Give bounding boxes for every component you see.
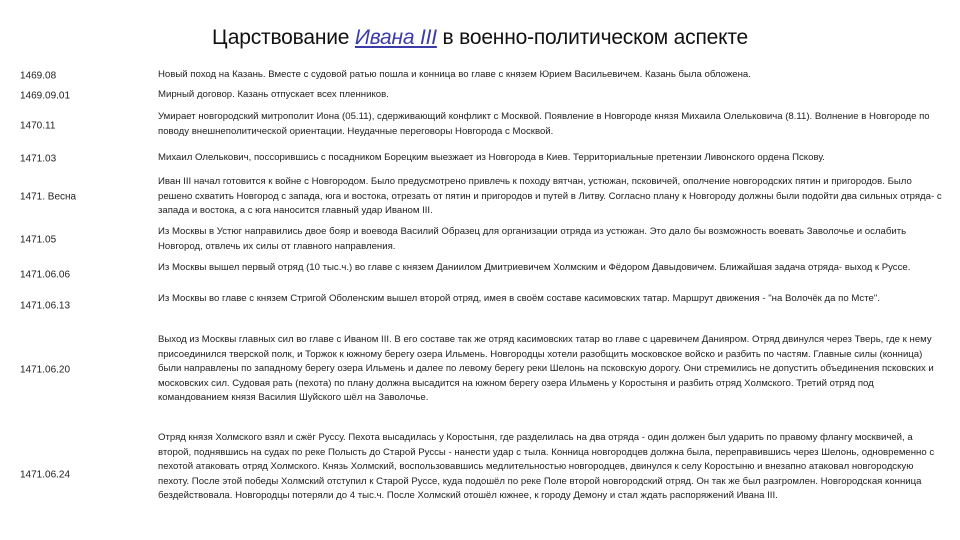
event-text: Умирает новгородский митрополит Иона (05.11), сдерживающий конфликт с Москвой. Появление в Новгороде князя Михаила Олельковича (8.11). Волнение в Новгороде по поводу внешнеполитической ориентации. Неудачные переговоры Новгорода с Москвой. [158, 111, 930, 137]
event-text: Мирный договор. Казань отпускает всех пленников. [158, 89, 389, 100]
event-date: 1471.06.24 [20, 469, 71, 481]
event-date: 1470.11 [20, 120, 56, 132]
event-date: 1471.06.13 [20, 300, 71, 312]
event-text: Михаил Олелькович, поссорившись с посадником Борецким выезжает из Новгорода в Киев. Территориальные претензии Ливонского ордена Пскову. [158, 152, 825, 163]
event-date: 1471.06.20 [20, 364, 71, 376]
event-text: Из Москвы вышел первый отряд (10 тыс.ч.) во главе с князем Даниилом Дмитриевичем Холмским и Фёдором Давыдовичем. Ближайшая задача отряда- выход к Руссе. [158, 262, 911, 273]
event-date: 1471.05 [20, 234, 57, 246]
page-title [0, 26, 960, 50]
event-text: Иван III начал готовится к войне с Новгородом. Было предусмотрено привлечь к походу вятчан, устюжан, псковичей, ополчение новгородских пятин и пригородов. Было решено схватить Новгород с запада, юга и востока, отрезать от пятин и пригородов и путей в Литву. Согласно плану к Новгороду должны были подойти два сильных отряда- с запада и востока, а с юга наносится главный удар Иваном III. [158, 176, 942, 217]
event-text: Из Москвы в Устюг направились двое бояр и воевода Василий Образец для организации отряда из устюжан. Это дало бы возможность воевать Заволочье и ослабить Новгород, отвлечь их силы от главного направления. [158, 226, 907, 252]
event-date: 1471.06.06 [20, 269, 71, 281]
event-date: 1471.03 [20, 153, 57, 165]
event-text: Отряд князя Холмского взял и сжёг Руссу. Пехота высадилась у Коростыня, где разделилась на два отряда - один должен был ударить по правому флангу москвичей, а второй, поднявшись на судах по реке Полысть до Старой Руссы - нанести удар с тыла. Конница новгородцев должна была, переправившись через Шелонь, одновременно с пехотой атаковать отряд Холмского. Князь Холмский, воспользовавшись медлительностью новгородцев, двинулся к селу Коростыню и внезапно атаковал новгородскую пехоту. После этой победы Холмский отступил к Старой Руссе, куда подошёл по реке Поле второй новгородский отряд. Он так же был разгромлен. Новгородская конница бездействовала. Новгородцы потеряли до 4 тыс.ч. После Холмский отошёл южнее, к городу Демону и стал ждать распоряжений Ивана III. [158, 432, 935, 502]
event-text: Выход из Москвы главных сил во главе с Иваном III. В его составе так же отряд касимовских татар во главе с царевичем Данияром. Отряд двинулся через Тверь, где к нему присоединился тверской полк, и Торжок к южному берегу озера Ильмень. Новгородцы хотели разобщить московское войско и разбить по частям. Главные силы (конница) были направлены по западному берегу озера Ильмень и далее по левому берегу реки Шелонь на псковскую дорогу. Они стремились не допустить объединения псковских и московских сил. Судовая рать (пехота) по плану должна высадится на южном берегу озера Ильмень у Коростыня и разбить отряд Холмского. Третий отряд под командованием князя Василия Шуйского шёл на Заволочье. [158, 334, 934, 404]
event-date: 1469.09.01 [20, 90, 71, 102]
title-prefix: Царствование [211, 26, 355, 49]
event-date: 1469.08 [20, 70, 57, 82]
event-text: Из Москвы во главе с князем Стригой Оболенским вышел второй отряд, имея в своём составе касимовских татар. Маршрут движения - "на Волочёк да по Мсте". [158, 293, 880, 304]
event-text: Новый поход на Казань. Вместе с судовой ратью пошла и конница во главе с князем Юрием Васильевичем. Казань была обложена. [158, 69, 751, 80]
title-link-ivan-iii[interactable]: Ивана III [354, 26, 437, 49]
event-date: 1471. Весна [20, 191, 77, 203]
title-suffix: в военно-политическом аспекте [436, 26, 748, 49]
